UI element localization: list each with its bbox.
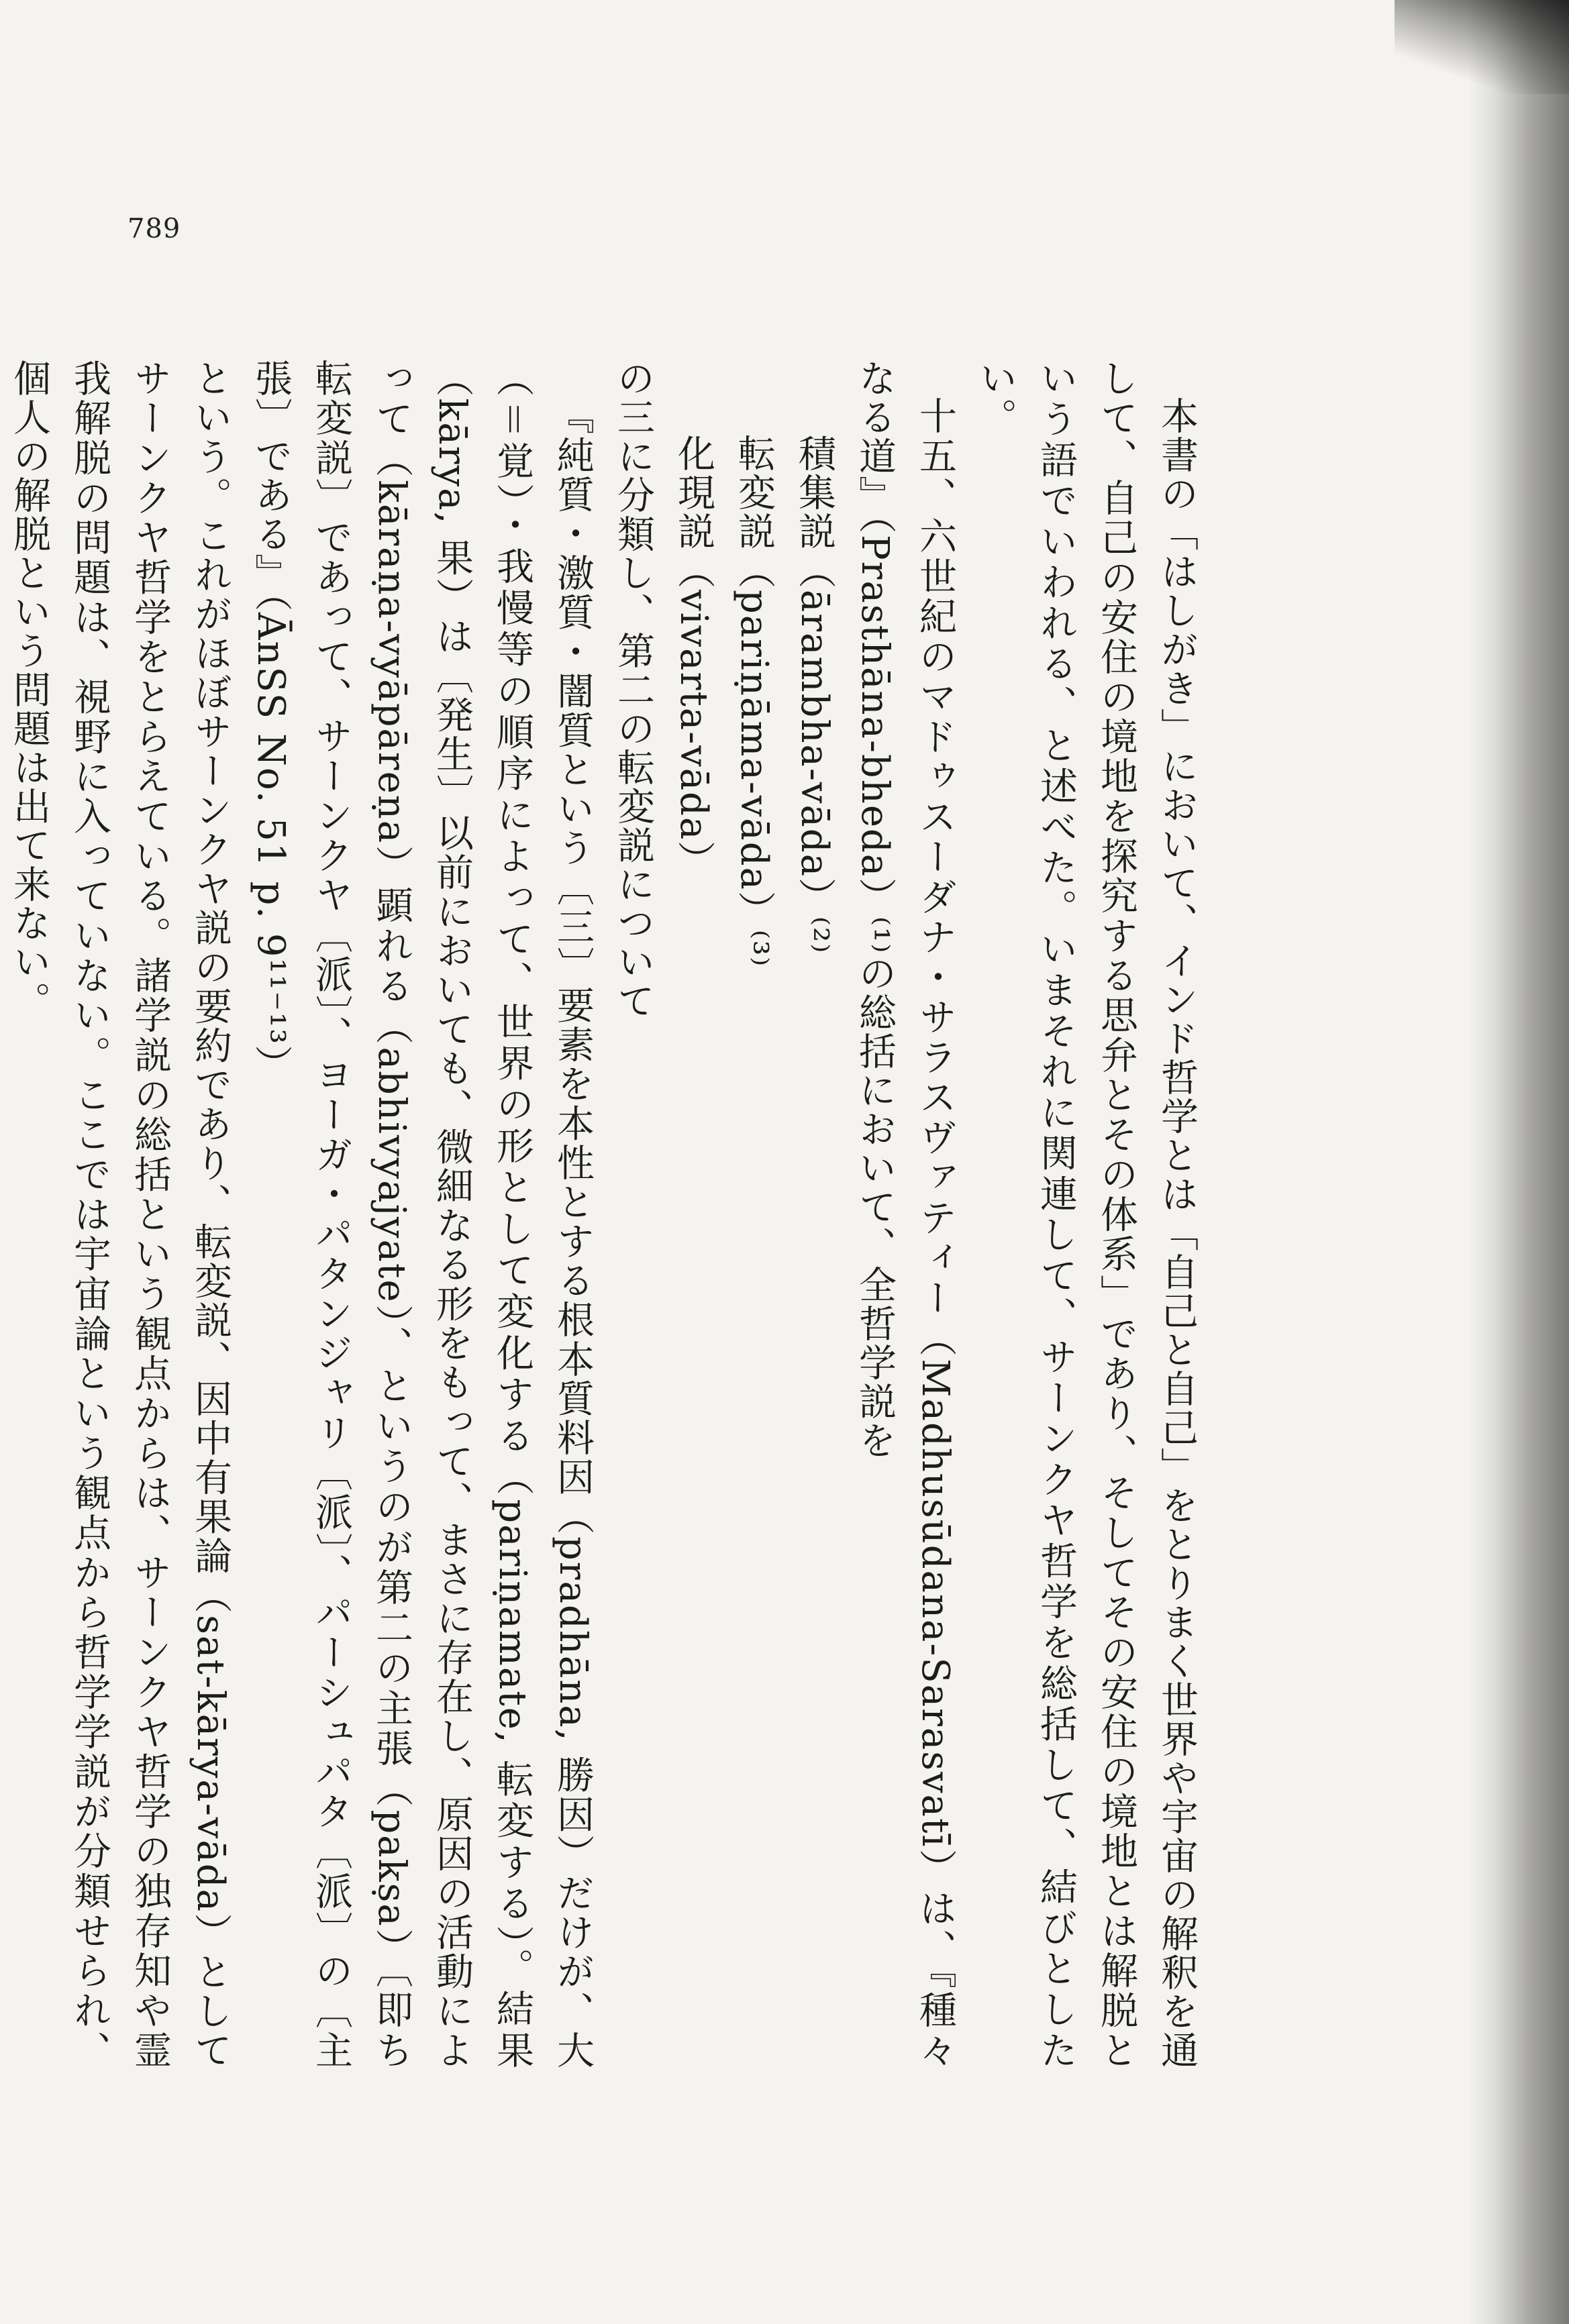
list-item: 転変説（pariṇāma-vāda）⁽³⁾ [732,434,776,967]
paragraph: 本書の「はしがき」において、インド哲学とは「自己と自己」をとりまく世界や宇宙の解釈を通して、自己の安住の境地を探究する思弁とその体系」であり、そしてその安住の境地とは解脱という語でいわれる、と述べた。いまそれに関連して、サーンクヤ哲学を総括して、結びとしたい。 [974,359,1199,2070]
vertical-text-body [0,359,1207,2070]
scan-edge-shadow [1468,0,1569,2324]
paragraph: という。これがほぼサーンクヤ説の要約であり、転変説、因中有果論（sat-kārya-vāda）としてサーンクヤ哲学をとらえている。諸学説の総括という観点からは、サーンクヤ哲学の独存知や霊我解脱の問題は、視野に入っていない。ここでは宇宙論という観点から哲学学説が分類せられ、個人の解脱という問題は出て来ない。 [7,359,232,2070]
list-item: 化現説（vivarta-vāda） [672,434,715,880]
scan-corner-shadow [1395,0,1569,94]
page-number: 789 [128,213,181,244]
list-item: 積集説（ārambha-vāda）⁽²⁾ [793,434,836,955]
paragraph: の三に分類し、第二の転変説について [611,359,655,1020]
quotation: 『純質・激質・闇質という〔三〕要素を本性とする根本質料因（pradhāna, 勝因）だけが、大（＝覚）・我慢等の順序によって、世界の形として変化する（pariṇamate, 転変する）。結果（kārya, 果）は〔発生〕以前においても、微細なる形をもって、まさに存在し、原因の活動によって（kāraṇa-vyāpāreṇa）顕れる（abhivyajyate）、というのが第二の主張（pakṣa）〔即ち転変説〕であって、サーンクヤ〔派〕、ヨーガ・パタンジャリ〔派〕、パーシュパタ〔派〕の〔主張〕である』（ĀnSS No. 51 p. 9¹¹⁻¹³） [249,359,595,2070]
paragraph: 十五、六世紀のマドゥスーダナ・サラスヴァティー（Madhusūdana-Sarasvatī）は、『種々なる道』（Prasthāna-bheda）⁽¹⁾の総括において、全哲学説を [853,359,957,2070]
